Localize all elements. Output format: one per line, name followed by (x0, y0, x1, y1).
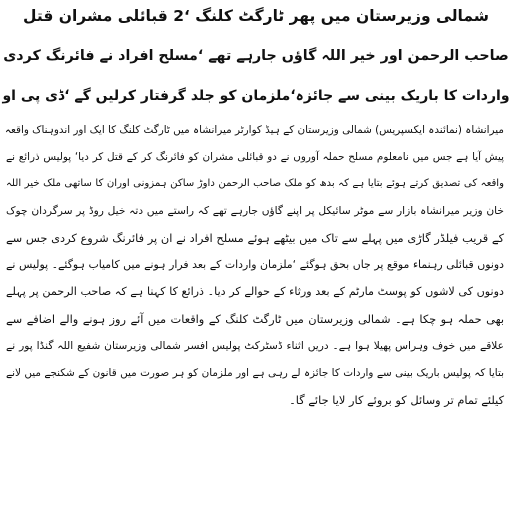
body-line: میرانشاہ (نمائندہ ایکسپریس) شمالی وزیرستان کے ہیڈ کوارٹر میرانشاہ میں ٹارگٹ کلنگ کا ایک اور اندوہناک واقعہ (4, 124, 504, 136)
body-line: کے قریب فیلڈر گاڑی میں پہلے سے تاک میں بیٹھے ہوئے مسلح افراد نے ان پر فائرنگ شروع کردی جس سے (6, 231, 504, 245)
headline-sub-1: صاحب الرحمن اور خیر اللہ گاؤں جارہے تھے ‘مسلح افراد نے فائرنگ کردی (3, 48, 509, 64)
body-line: دونوں کی لاشوں کو پوسٹ مارٹم کے بعد ورثاء کے حوالے کر دیا۔ ذرائع کا کہنا ہے کہ صاحب الرحمن پر پہلے (6, 285, 504, 298)
body-line: بتایا کہ پولیس باریک بینی سے واردات کا جائزہ لے رہی ہے اور ملزمان کو ہر صورت میں قانون کے شکنجے میں لانے (6, 367, 504, 379)
body-line: پیش آیا ہے جس میں نامعلوم مسلح حملہ آوروں نے دو قبائلی مشران کو فائرنگ کر کے قتل کر دیا‘ پولیس ذرائع نے (6, 151, 504, 163)
headline-block (0, 0, 512, 114)
body-line: کیلئے تمام تر وسائل کو بروئے کار لایا جائے گا۔ (289, 393, 504, 407)
article-body (6, 118, 504, 512)
body-line: بھی حملہ ہو چکا ہے۔ شمالی وزیرستان میں ٹارگٹ کلنگ کے واقعات میں آئے روز ہونے والے اضافے سے (6, 312, 504, 326)
body-line: واقعہ کی تصدیق کرتے ہوئے بتایا ہے کہ بدھ کو ملک صاحب الرحمن داوڑ ساکن ہمزونی اوران کا ساتھی ملک خیر اللہ (6, 178, 504, 189)
body-line: علاقے میں خوف وہراس پھیلا ہوا ہے۔ دریں اثناء ڈسٹرکٹ پولیس افسر شمالی وزیرستان شفیع اللہ گنڈا پور نے (6, 339, 504, 352)
body-line: دونوں قبائلی رہنماء موقع پر جاں بحق ہوگئے ‘ملزمان واردات کے بعد فرار ہونے میں کامیاب ہوگئے۔ پولیس نے (6, 258, 504, 271)
headline-sub-2: واردات کا باریک بینی سے جائزہ‘ملزمان کو جلد گرفتار کرلیں گے ‘ڈی پی او (2, 88, 510, 104)
body-line: خان وزیر میرانشاہ بازار سے موٹر سائیکل پر اپنے گاؤں جارہے تھے کہ راستے میں دتہ خیل روڈ پر سرگردان چوک (6, 204, 504, 217)
headline-main: شمالی وزیرستان میں پھر ٹارگٹ کلنگ ‘2 قبائلی مشران قتل (23, 7, 489, 25)
